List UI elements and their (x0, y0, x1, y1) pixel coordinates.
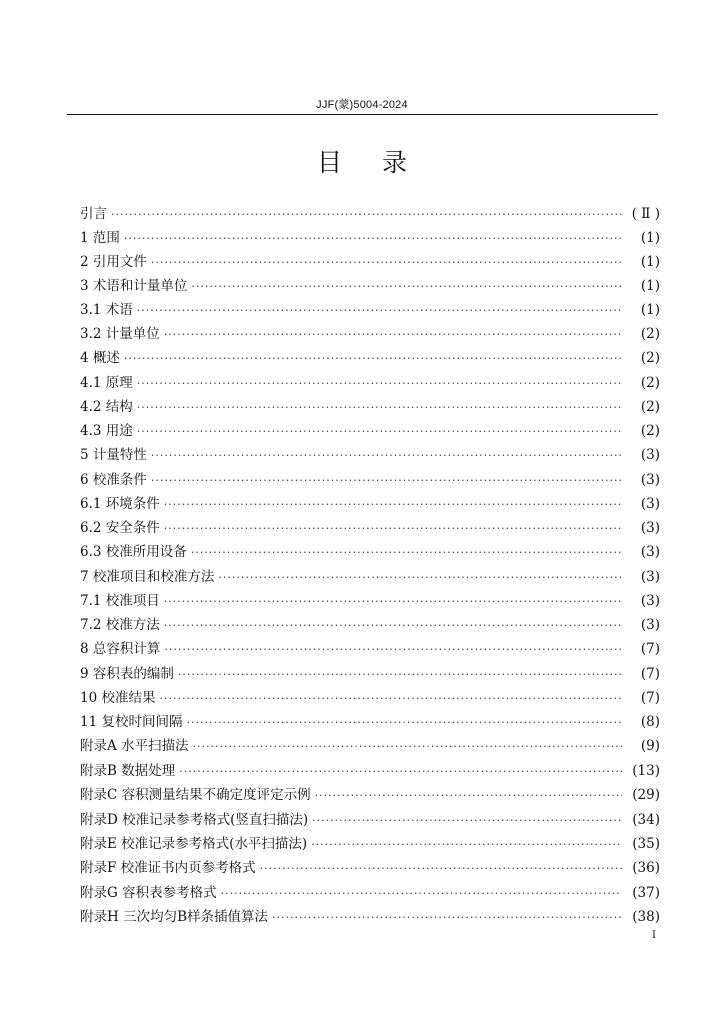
leader-dots (260, 862, 622, 875)
toc-entry[interactable] (80, 734, 660, 754)
toc-entry-label: 4.1 原理 (80, 375, 133, 391)
leader-dots (164, 643, 622, 656)
toc-entry-label: 3 术语和计量单位 (80, 278, 188, 294)
header-divider (67, 114, 658, 115)
toc-entry[interactable] (80, 395, 660, 415)
document-code-header: JJF(蒙)5004-2024 (316, 99, 408, 111)
toc-entry[interactable] (80, 419, 660, 439)
toc-entry-page: (7) (640, 690, 660, 706)
toc-entry-page: (29) (632, 787, 660, 803)
toc-entry[interactable] (80, 274, 660, 294)
leader-dots (191, 546, 622, 559)
leader-dots (191, 280, 622, 293)
toc-entry-label: 4 概述 (80, 350, 120, 366)
toc-entry-page: (8) (640, 714, 660, 730)
toc-entry-label: 4.2 结构 (80, 399, 133, 415)
toc-entry[interactable] (80, 322, 660, 342)
toc-entry-page: (1) (640, 302, 660, 318)
toc-entry-label: 7 校准项目和校准方法 (80, 569, 215, 585)
toc-entry-page: (38) (632, 909, 660, 925)
toc-entry-label: 附录H 三次均匀B样条插值算法 (80, 909, 268, 925)
leader-dots (151, 474, 622, 487)
toc-entry[interactable] (80, 710, 660, 730)
leader-dots (218, 571, 622, 584)
toc-entry-label: 9 容积表的编制 (80, 666, 174, 682)
leader-dots (137, 377, 622, 390)
leader-dots (186, 716, 622, 729)
toc-entry-label: 8 总容积计算 (80, 641, 161, 657)
toc-entry-page: (36) (632, 860, 660, 876)
toc-entry-label: 3.2 计量单位 (80, 326, 160, 342)
toc-entry-label: 附录D 校准记录参考格式(竖直扫描法) (80, 812, 309, 828)
toc-entry-label: 6.1 环境条件 (80, 496, 160, 512)
toc-entry-page: (37) (632, 885, 660, 901)
toc-entry-page: (1) (640, 254, 660, 270)
leader-dots (311, 838, 622, 851)
leader-dots (179, 765, 622, 778)
toc-entry-label: 2 引用文件 (80, 254, 147, 270)
leader-dots (164, 522, 622, 535)
toc-entry-label: 4.3 用途 (80, 423, 133, 439)
toc-entry[interactable] (80, 783, 660, 803)
toc-entry[interactable] (80, 516, 660, 536)
toc-entry-page: (2) (640, 423, 660, 439)
toc-entry[interactable] (80, 565, 660, 585)
toc-entry-page: (34) (632, 812, 660, 828)
toc-entry-page: (1) (640, 230, 660, 246)
leader-dots (315, 789, 622, 802)
toc-entry[interactable] (80, 298, 660, 318)
toc-entry[interactable] (80, 808, 660, 828)
leader-dots (164, 619, 622, 632)
page-number: I (652, 930, 656, 941)
toc-entry[interactable] (80, 759, 660, 779)
leader-dots (178, 668, 622, 681)
toc-entry-page: (13) (632, 763, 660, 779)
toc-entry-page: ( Ⅱ ) (631, 206, 660, 222)
page-title: 目 录 (317, 148, 423, 177)
toc-entry[interactable] (80, 686, 660, 706)
toc-entry-page: (9) (640, 738, 660, 754)
leader-dots (193, 740, 622, 753)
leader-dots (151, 449, 622, 462)
toc-entry-label: 11 复校时间间隔 (80, 714, 183, 730)
toc-entry[interactable] (80, 226, 660, 246)
toc-entry-label: 6.2 安全条件 (80, 520, 160, 536)
leader-dots (312, 814, 622, 827)
toc-entry-page: (2) (640, 399, 660, 415)
toc-entry[interactable] (80, 250, 660, 270)
toc-entry-page: (3) (640, 447, 660, 463)
toc-entry[interactable] (80, 832, 660, 852)
toc-entry-page: (1) (640, 278, 660, 294)
leader-dots (221, 887, 622, 900)
toc-entry-label: 附录E 校准记录参考格式(水平扫描法) (80, 836, 308, 852)
toc-entry[interactable] (80, 589, 660, 609)
toc-entry[interactable] (80, 905, 660, 925)
toc-entry[interactable] (80, 540, 660, 560)
toc-entry[interactable] (80, 613, 660, 633)
leader-dots (151, 256, 622, 269)
toc-entry-page: (2) (640, 350, 660, 366)
leader-dots (272, 911, 622, 924)
leader-dots (164, 595, 622, 608)
toc-entry-page: (3) (640, 617, 660, 633)
toc-entry[interactable] (80, 662, 660, 682)
toc-entry[interactable] (80, 881, 660, 901)
leader-dots (164, 328, 622, 341)
toc-entry-label: 3.1 术语 (80, 302, 133, 318)
leader-dots (124, 232, 622, 245)
toc-entry-label: 附录A 水平扫描法 (80, 738, 189, 754)
toc-entry-page: (2) (640, 326, 660, 342)
toc-entry-page: (3) (640, 544, 660, 560)
leader-dots (164, 498, 622, 511)
toc-entry-label: 10 校准结果 (80, 690, 156, 706)
leader-dots (111, 208, 622, 221)
leader-dots (137, 304, 622, 317)
toc-entry-label: 附录B 数据处理 (80, 763, 176, 779)
toc-entry-page: (7) (640, 666, 660, 682)
toc-entry[interactable] (80, 346, 660, 366)
leader-dots (124, 352, 622, 365)
toc-entry-page: (3) (640, 593, 660, 609)
toc-entry-label: 6 校准条件 (80, 472, 147, 488)
toc-entry-label: 7.2 校准方法 (80, 617, 160, 633)
toc-entry-page: (35) (632, 836, 660, 852)
toc-entry-page: (3) (640, 496, 660, 512)
leader-dots (137, 425, 622, 438)
leader-dots (137, 401, 622, 414)
toc-entry-label: 1 范围 (80, 230, 120, 246)
toc-entry-page: (3) (640, 569, 660, 585)
toc-entry[interactable] (80, 202, 660, 222)
toc-entry-label: 5 计量特性 (80, 447, 147, 463)
toc-entry[interactable] (80, 443, 660, 463)
toc-entry[interactable] (80, 492, 660, 512)
toc-entry[interactable] (80, 637, 660, 657)
leader-dots (159, 692, 622, 705)
toc-entry-page: (3) (640, 472, 660, 488)
toc-entry-page: (7) (640, 641, 660, 657)
toc-entry-page: (3) (640, 520, 660, 536)
toc-entry-label: 引言 (80, 206, 107, 222)
toc-entry-page: (2) (640, 375, 660, 391)
toc-entry[interactable] (80, 468, 660, 488)
toc-entry-label: 7.1 校准项目 (80, 593, 160, 609)
toc-entry-label: 附录G 容积表参考格式 (80, 885, 217, 901)
toc-entry-label: 附录F 校准证书内页参考格式 (80, 860, 256, 876)
toc-entry-label: 6.3 校准所用设备 (80, 544, 187, 560)
toc-entry[interactable] (80, 856, 660, 876)
toc-entry-label: 附录C 容积测量结果不确定度评定示例 (80, 787, 311, 803)
toc-entry[interactable] (80, 371, 660, 391)
